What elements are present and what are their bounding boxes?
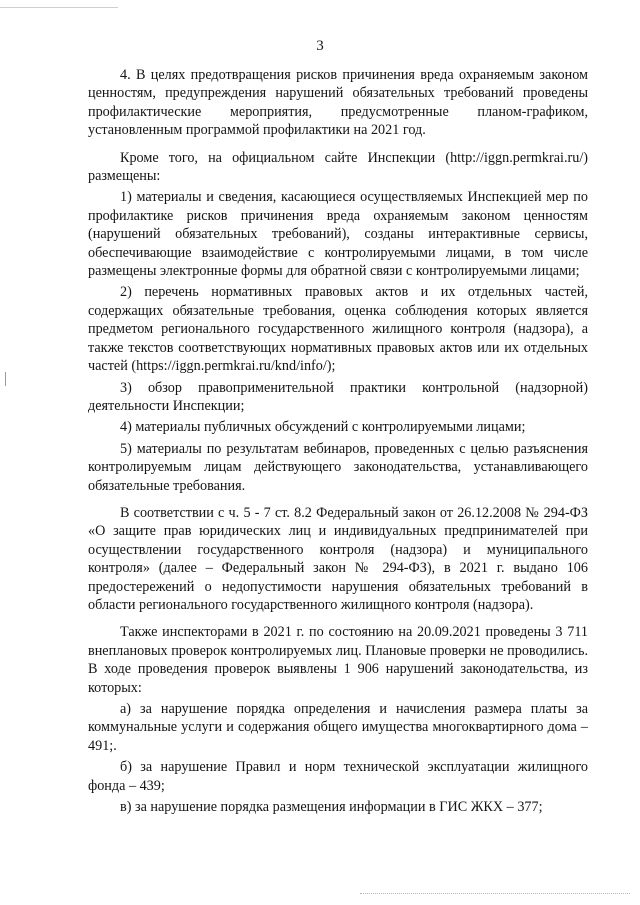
paragraph-inspections: Также инспекторами в 2021 г. по состоянию на 20.09.2021 проведены 3 711 внеплановых проверок контролируемых лиц. Плановые проверки не проводились. В ходе проведения проверок выявлены 1 906 нарушений законодательства, из которых: bbox=[88, 624, 588, 696]
paragraph-warnings-issued: В соответствии с ч. 5 - 7 ст. 8.2 Федеральный закон от 26.12.2008 № 294-ФЗ «О защите прав юридических лиц и индивидуальных предпринимателей при осуществлении государственного контроля (надзора) и муниципального контроля» (далее – Федеральный закон № 294-ФЗ), в 2021 г. выдано 106 предостережений о недопустимости нарушения обязательных требований в области регионального государственного жилищного контроля (надзора). bbox=[88, 504, 588, 613]
violation-item-a: а) за нарушение порядка определения и начисления размера платы за коммунальные услуги и содержания общего имущества многоквартирного дома – 491;. bbox=[88, 701, 588, 754]
list-item-3: 3) обзор правоприменительной практики контрольной (надзорной) деятельности Инспекции; bbox=[88, 379, 588, 414]
paragraph-website-intro: Кроме того, на официальном сайте Инспекции (http://iggn.permkrai.ru/) размещены: bbox=[88, 149, 588, 185]
list-item-1: 1) материалы и сведения, касающиеся осуществляемых Инспекцией мер по профилактике рисков причинения вреда охраняемым законом ценностям (нарушений обязательных требований), созданы интерактивные сервисы, обеспечивающие взаимодействие с контролируемыми лицами, в том числе размещены электронные формы для обратной связи с контролируемыми лицами; bbox=[88, 189, 588, 280]
list-item-4: 4) материалы публичных обсуждений с контролируемыми лицами; bbox=[120, 419, 526, 436]
scan-top-line bbox=[0, 7, 118, 8]
violation-item-b: б) за нарушение Правил и норм технической эксплуатации жилищного фонда – 439; bbox=[88, 759, 588, 794]
scan-margin-mark bbox=[5, 372, 6, 386]
violation-item-c: в) за нарушение порядка размещения информации в ГИС ЖКХ – 377; bbox=[120, 799, 543, 816]
list-item-2: 2) перечень нормативных правовых актов и их отдельных частей, содержащих обязательные требования, оценка соблюдения которых является предметом регионального государственного жилищного контроля (надзора), а также текстов соответствующих нормативных правовых актов или их отдельных частей (https://iggn.permkrai.ru/knd/info/); bbox=[88, 284, 588, 375]
page-number: 3 bbox=[316, 38, 324, 54]
paragraph-prevention-measures: 4. В целях предотвращения рисков причинения вреда охраняемым законом ценностям, предупреждения нарушений обязательных требований проведены профилактические мероприятия, предусмотренные планом-графиком, установленным программой профилактики на 2021 год. bbox=[88, 67, 588, 139]
scan-bottom-dots bbox=[360, 893, 630, 894]
list-item-5: 5) материалы по результатам вебинаров, проведенных с целью разъяснения контролируемым лицам действующего законодательства, устанавливающего обязательные требования. bbox=[88, 440, 588, 494]
document-body bbox=[88, 66, 588, 819]
